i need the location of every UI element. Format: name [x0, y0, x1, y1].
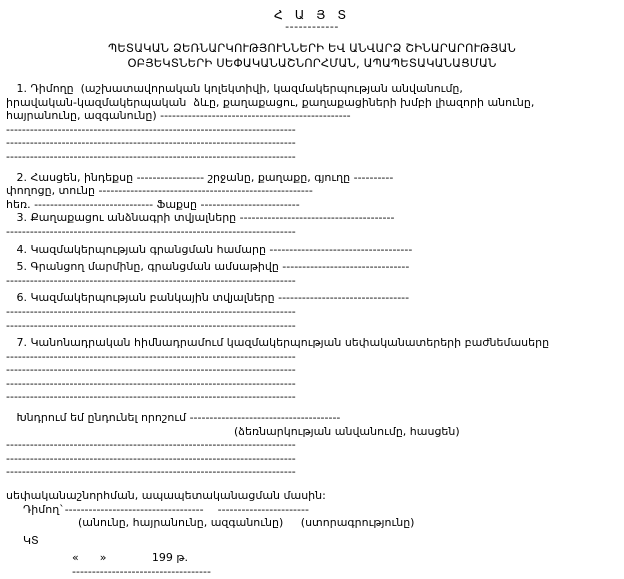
signature-block — [6, 489, 618, 579]
date-quote-close: » — [99, 551, 107, 565]
title-underline-rule: ------------ — [285, 20, 339, 33]
section-1-line-2: իրավական-կազմակերպական ձևը, քաղաքացու, քաղաքացիների խմբի լիազորի անունը, — [6, 95, 535, 109]
section-7-blank-2[interactable]: ------------------------------------------------------------------------- — [6, 363, 296, 377]
seal-row — [6, 534, 618, 548]
section-2-line-3[interactable]: հեռ. ------------------------------ Ֆաքսը ------------------------- — [6, 197, 300, 211]
date-row[interactable] — [6, 551, 618, 565]
request-blank-1[interactable]: ------------------------------------------------------------------------- — [6, 438, 296, 452]
form-section-1 — [6, 82, 618, 164]
date-day-blank[interactable] — [79, 551, 100, 564]
form-section-5 — [6, 260, 618, 287]
section-2-line-1[interactable]: 2. Հասցեն, ինդեքսը ----------------- շրջանը, քաղաքը, գյուղը ---------- — [6, 170, 394, 184]
section-4-line-1[interactable]: 4. Կազմակերպության գրանցման համարը ------------------------------------ — [6, 242, 413, 256]
section-1-blank-1[interactable]: ------------------------------------------------------------------------- — [6, 122, 296, 136]
section-7-blank-3[interactable]: ------------------------------------------------------------------------- — [6, 376, 296, 390]
section-6-line-1[interactable]: 6. Կազմակերպության բանկային տվյալները --------------------------------- — [6, 291, 410, 305]
section-1-line-3: հայրանունը, ազգանունը) ------------------------------------------------ — [6, 109, 351, 123]
section-1-line-1: 1. Դիմողը (աշխատավորական կոլեկտիվի, կազմակերպության անվանումը, — [6, 82, 463, 95]
date-year-suffix: թ. — [176, 551, 189, 565]
subtitle-line-2: ՕԲՅԵԿՏՆԵՐԻ ՍԵՓԱԿԱՆԱՇՆՈՐՀՄԱՆ, ԱՊԱՊԵՏԱԿԱՆԱՑՄԱՆ — [127, 56, 497, 70]
spacer — [6, 164, 618, 171]
signer-row — [6, 503, 618, 517]
signature-spacer — [204, 503, 218, 516]
request-block — [6, 411, 618, 479]
signer-name-rule[interactable]: ----------------------------------- — [64, 502, 204, 516]
date-year: 199 — [151, 551, 173, 565]
name-caption: (անունը, հայրանունը, ազգանունը) — [78, 516, 284, 530]
purpose-line: սեփականաշնորհման, ապապետականացման մասին: — [6, 489, 326, 503]
date-underline-rule: ----------------------------------- — [72, 565, 211, 578]
signature-captions-row — [6, 516, 618, 530]
caption-spacer — [283, 516, 300, 529]
form-section-7 — [6, 336, 618, 404]
subtitle-line-1: ՊԵՏԱԿԱՆ ՁԵՌՆԱՐԿՈՒԹՅՈՒՆՆԵՐԻ ԵՎ ԱՆՎԱՐՁ ՇԻՆԱՐԱՐՈՒԹՅԱՆ — [108, 41, 516, 55]
request-blank-3[interactable]: ------------------------------------------------------------------------- — [6, 465, 296, 479]
signature-caption: (ստորագրությունը) — [300, 516, 415, 530]
spacer — [6, 404, 618, 411]
request-blank-2[interactable]: ------------------------------------------------------------------------- — [6, 451, 296, 465]
date-spacer — [106, 551, 151, 564]
document-body — [0, 82, 624, 579]
section-1-blank-3[interactable]: ------------------------------------------------------------------------- — [6, 149, 296, 163]
signer-label: Դիմող` — [23, 502, 65, 516]
section-3-line-1[interactable]: 3. Քաղաքացու անձնագրի տվյալները --------------------------------------- — [6, 211, 395, 225]
request-caption: (ձեռնարկության անվանումը, հասցեն) — [234, 424, 460, 438]
section-1-blank-2[interactable]: ------------------------------------------------------------------------- — [6, 136, 296, 150]
form-section-2 — [6, 171, 618, 212]
section-6-blank-2[interactable]: ------------------------------------------------------------------------- — [6, 318, 296, 332]
form-section-3 — [6, 211, 618, 238]
spacer — [6, 479, 618, 489]
section-7-line-1: 7. Կանոնադրական հիմնադրամում կազմակերպության սեփականատերերի բաժնեմասերը — [6, 336, 550, 350]
request-line[interactable]: Խնդրում եմ ընդունել որոշում -------------------------------------- — [6, 411, 341, 425]
form-section-6 — [6, 291, 618, 332]
date-quote-open: « — [72, 551, 79, 565]
section-7-blank-1[interactable]: ------------------------------------------------------------------------- — [6, 349, 296, 363]
document-header — [0, 0, 624, 71]
signature-rule[interactable]: ----------------------- — [217, 502, 309, 516]
section-3-blank-1[interactable]: ------------------------------------------------------------------------- — [6, 224, 296, 238]
section-5-line-1[interactable]: 5. Գրանցող մարմինը, գրանցման ամսաթիվը -------------------------------- — [6, 260, 410, 274]
section-2-line-2[interactable]: փողոցը, տունը ------------------------------------------------------ — [6, 184, 313, 198]
section-6-blank-1[interactable]: ------------------------------------------------------------------------- — [6, 304, 296, 318]
section-7-blank-4[interactable]: ------------------------------------------------------------------------- — [6, 390, 296, 404]
form-section-4 — [6, 243, 618, 257]
page-title: Հ Ա Յ Տ — [273, 7, 351, 22]
seal-abbrev-label: ԿՏ — [23, 533, 39, 547]
section-5-blank-1[interactable]: ------------------------------------------------------------------------- — [6, 273, 296, 287]
